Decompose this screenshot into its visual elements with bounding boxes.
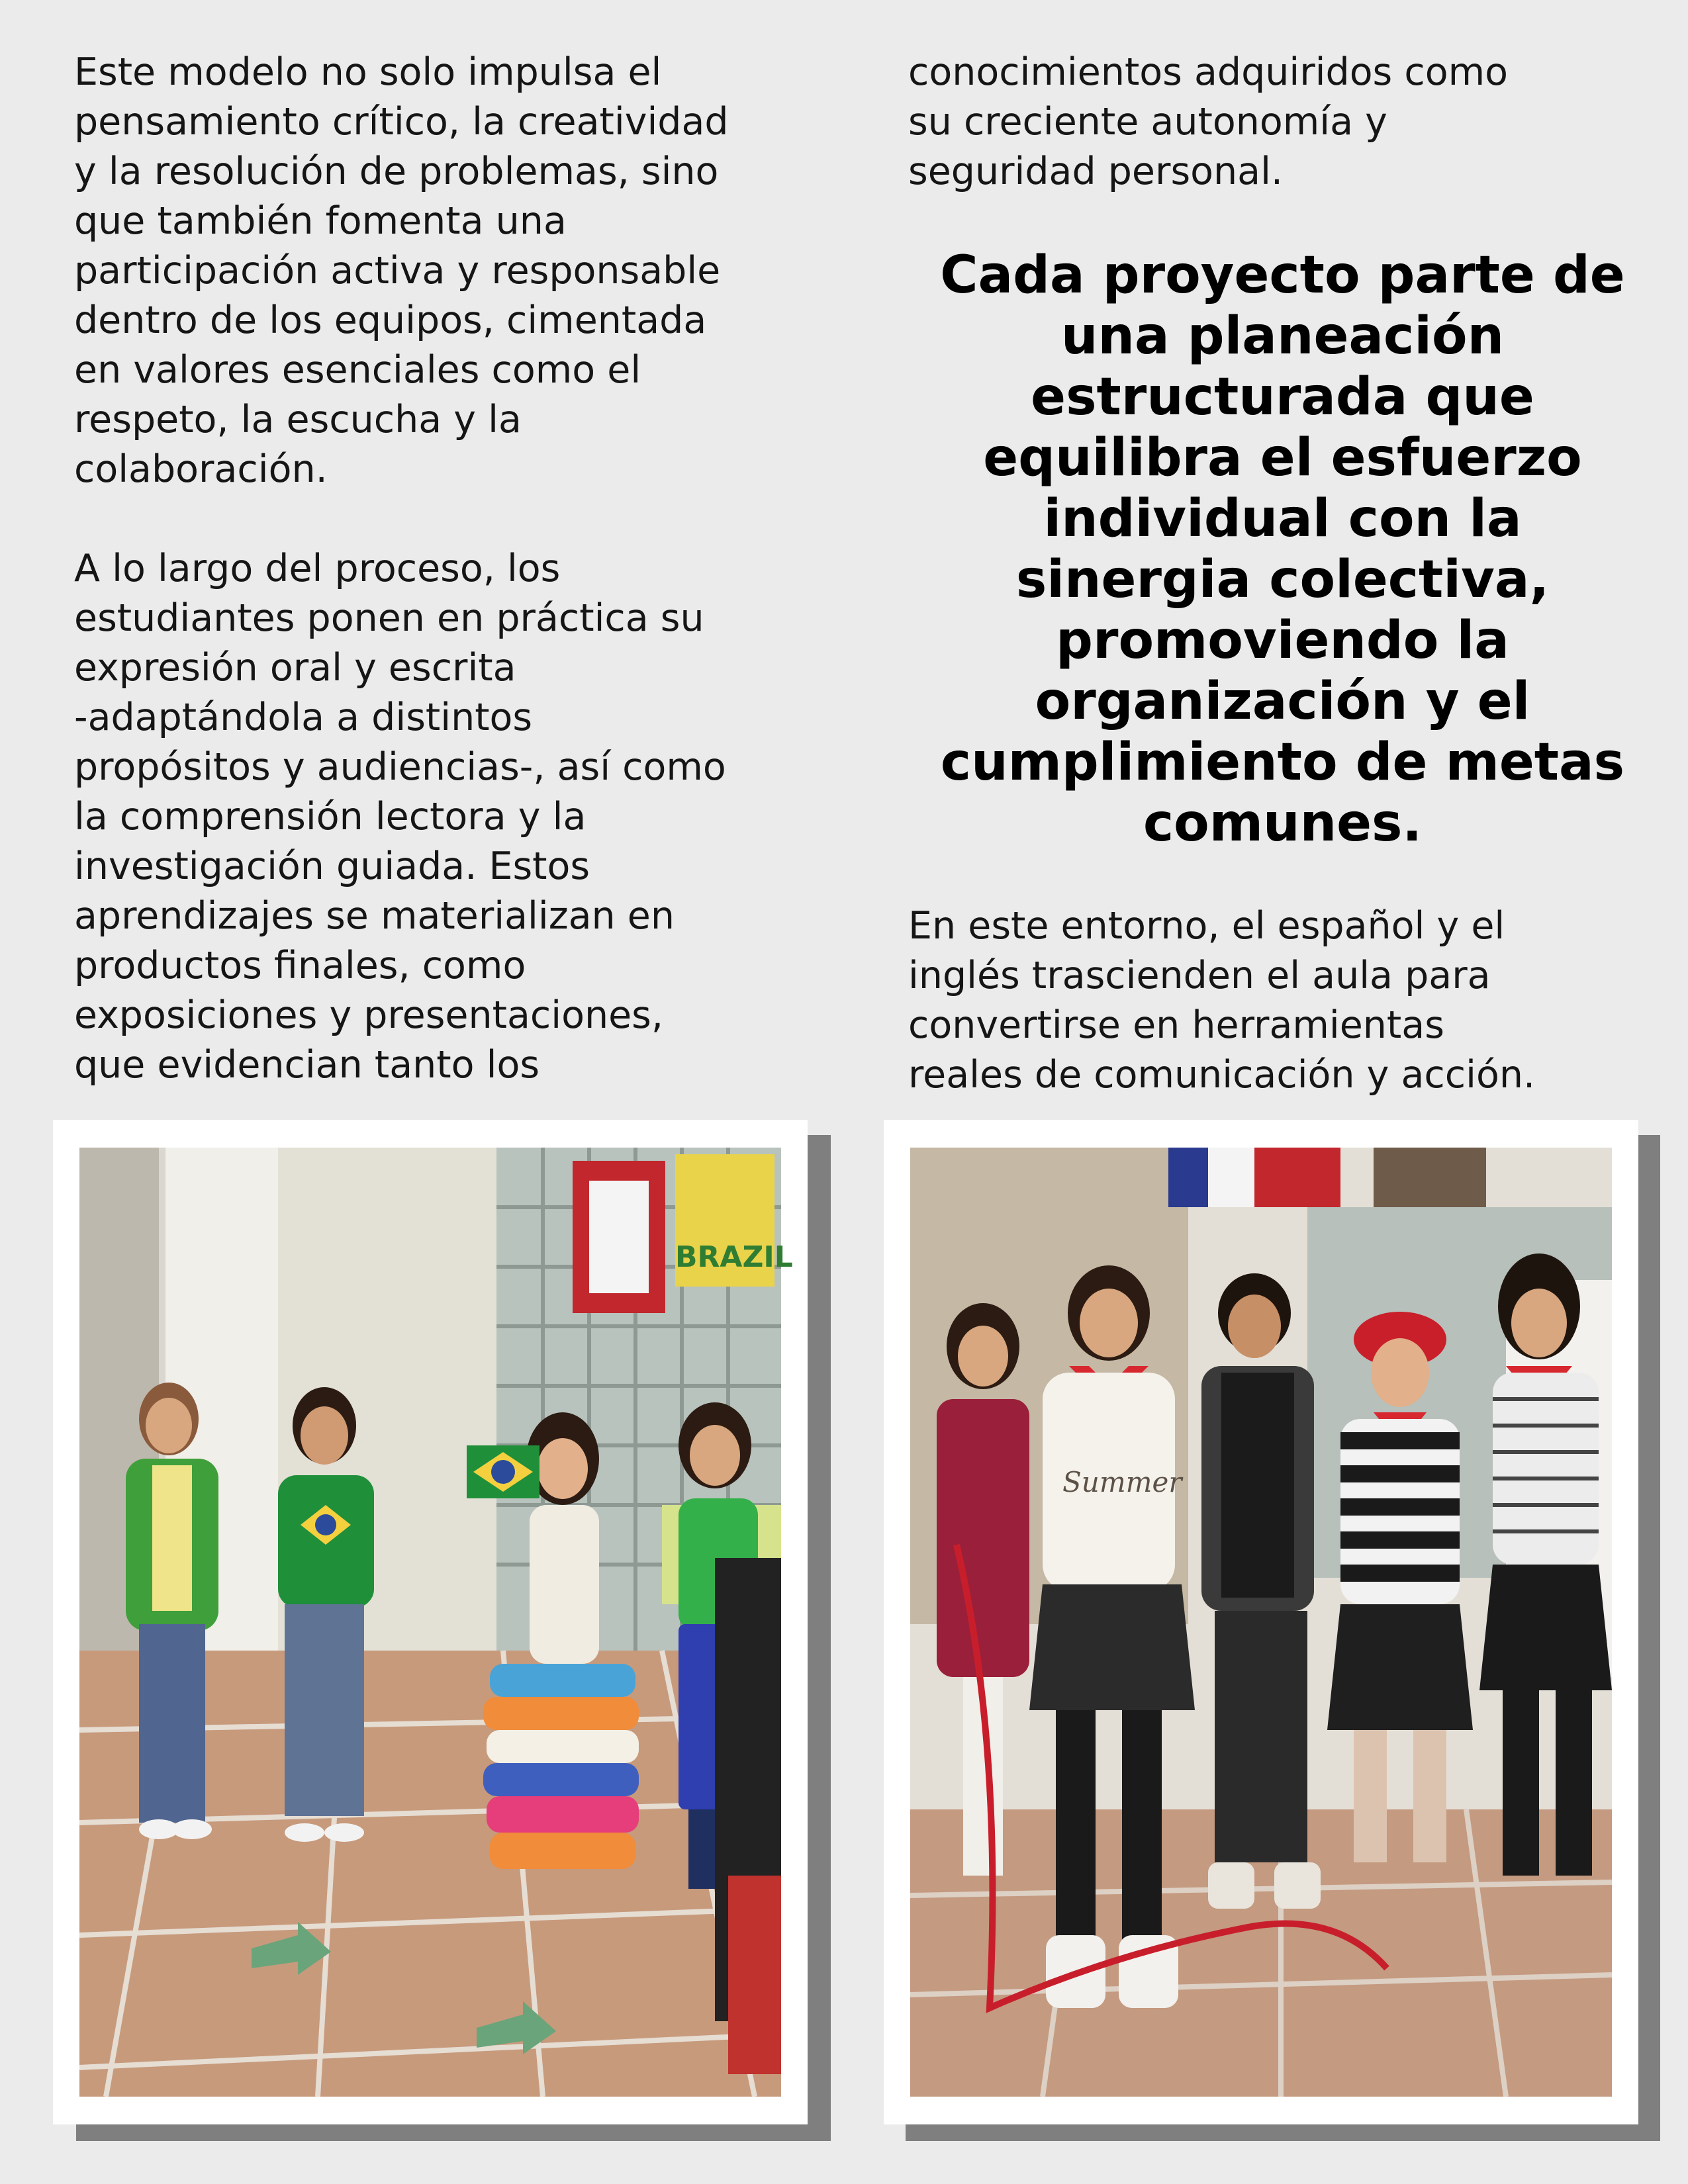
paragraph-proceso: A lo largo del proceso, los estudiantes ponen en práctica su expresión oral y escrita -adaptándola a distintos propósitos y audiencias-, así como la comprensión lectora y la investigación guiada. Estos aprendizajes se materializan en productos finales, como exposiciones y presentaciones, que evidencian tanto los xyxy=(74,547,726,1087)
paragraph-continuation: conocimientos adquiridos como su creciente autonomía y seguridad personal. xyxy=(908,50,1508,193)
paragraph-entorno: En este entorno, el español y el inglés trascienden el aula para convertirse en herramientas reales de comunicación y acción. xyxy=(908,904,1536,1097)
shirt-text: Summer xyxy=(1062,1466,1182,1498)
photo-brazil-presentation xyxy=(79,1148,793,2097)
left-column xyxy=(74,48,829,1090)
photo-left-frame xyxy=(53,1120,808,2124)
photo-right-frame xyxy=(884,1120,1638,2124)
photo-brazil-illustration xyxy=(79,1148,793,2097)
right-column xyxy=(908,48,1636,197)
highlight-quote: Cada proyecto parte de una planeación estructurada que equilibra el esfuerzo individual con la sinergia colectiva, promoviendo la organización y el cumplimiento de metas comunes. xyxy=(940,246,1625,853)
photo-france-illustration xyxy=(910,1148,1612,2097)
photo-france-presentation xyxy=(910,1148,1612,2097)
poster-sign-text: BRAZIL xyxy=(675,1240,793,1274)
paragraph-modelo: Este modelo no solo impulsa el pensamiento crítico, la creatividad y la resolución de problemas, sino que también fomenta una participación activa y responsable dentro de los equipos, cimentada en valores esenciales como el respeto, la escucha y la colaboración. xyxy=(74,50,729,491)
